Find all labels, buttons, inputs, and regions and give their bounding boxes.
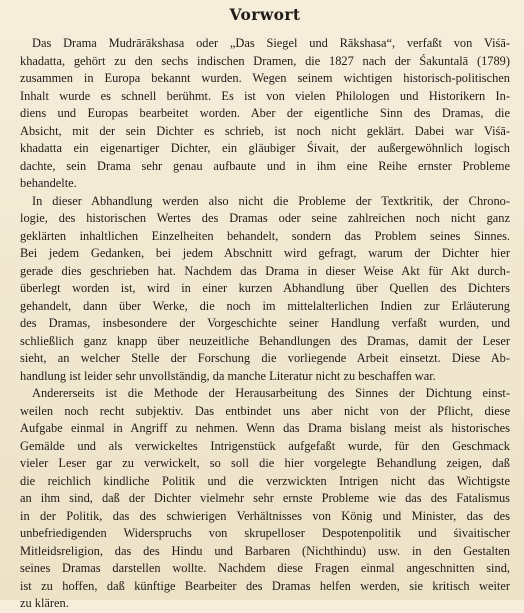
text-line: des Dramas, insbesondere der Vorgeschichte seiner Handlung verfaßt wurden, und bbox=[20, 316, 510, 330]
text-line: gerade dies geschrieben hat. Nachdem das Drama in dieser Weise Akt für Akt durch- bbox=[20, 263, 510, 278]
text-line: khadatta ein eigenartiger Dichter, ein gläubiger Śivait, der außergewöhnlich logisch bbox=[20, 141, 510, 155]
text-line: Aufgabe einmal in Angriff zu nehmen. Wenn das Drama bislang meist als historisches bbox=[20, 421, 510, 435]
text-line: geklärten inhaltlichen Einzelheiten behandelt, sondern das Problem seines Sinnes. bbox=[20, 228, 510, 243]
text-line: behandelte. bbox=[20, 176, 77, 190]
text-line: Mitleidsreligion, das des Hindu und Barbaren (Nichthindu) usw. in den Gestalten bbox=[20, 543, 510, 558]
text-line: logie, des historischen Wertes des Dramas oder seine zahlreichen noch nicht ganz bbox=[20, 211, 510, 225]
text-line: Bei jedem Gedanken, bei jedem Abschnitt wird gefragt, warum der Dichter hier bbox=[20, 246, 510, 260]
text-line: khadatta, gehört zu den sechs indischen Dramen, die 1827 nach der Śakuntalā (1789) bbox=[20, 53, 510, 68]
page-title: Vorwort bbox=[229, 5, 301, 24]
text-line: überlegt worden ist, wird in einer kurzen Abhandlung über Quellen des Dichters bbox=[20, 281, 510, 295]
text-line: Absicht, mit der sein Dichter es schrieb, ist noch nicht geklärt. Dabei war Viśā- bbox=[20, 123, 510, 138]
document-body bbox=[20, 35, 510, 613]
text-line: zu klären. bbox=[20, 596, 69, 610]
text-line: zusammen in Europa bekannt wurden. Wegen seinem wichtigen historisch-politischen bbox=[20, 71, 510, 85]
text-line: vieler Leser gar zu verwickelt, so soll die hier vorgelegte Behandlung zeigen, daß bbox=[20, 456, 510, 470]
paragraph bbox=[20, 385, 510, 613]
text-line: In dieser Abhandlung werden also nicht die Probleme der Textkritik, der Chrono- bbox=[32, 193, 510, 208]
text-line: die reichlich kindliche Politik und die verzwickten Intrigen nicht das Wichtigste bbox=[20, 473, 510, 488]
text-line: seines Dramas darstellen wollte. Nachdem diese Fragen einmal angeschnitten sind, bbox=[20, 561, 510, 575]
text-line: dachte, sein Drama sehr genau aufbaute und in ihm eine Reihe ernster Probleme bbox=[20, 158, 510, 173]
text-line: weilen noch recht subjektiv. Das entbindet uns aber nicht von der Pflicht, diese bbox=[20, 403, 510, 418]
text-line: unbefriedigenden Widerspruchs von skrupelloser Despotenpolitik und śivaitischer bbox=[20, 526, 510, 540]
text-line: sieht, an welcher Stelle der Forschung die vorliegende Arbeit einsetzt. Diese Ab- bbox=[20, 351, 510, 365]
text-line: diens und Europas bearbeitet worden. Aber der eigentliche Sinn des Dramas, die bbox=[20, 106, 510, 120]
text-line: an ihm sind, daß der Dichter vielmehr sehr ernste Probleme wie das des Fatalismus bbox=[20, 491, 510, 505]
text-line: Inhalt wurde es schnell berühmt. Es ist von vielen Philologen und Historikern In- bbox=[20, 88, 510, 103]
text-line: Das Drama Mudrārākshasa oder „Das Siegel und Rākshasa“, verfaßt von Viśā- bbox=[32, 36, 510, 50]
text-line: Andererseits ist die Methode der Herausarbeitung des Sinnes der Dichtung einst- bbox=[32, 386, 510, 400]
text-line: gehandelt, dann über Werke, die noch im mittelalterlichen Indien zur Erläuterung bbox=[20, 298, 510, 313]
text-line: handlung ist leider sehr unvollständig, da manche Literatur nicht zu beschaffen war. bbox=[20, 368, 436, 383]
text-line: in der Politik, das des schwierigen Verhältnisses von König und Minister, das des bbox=[20, 508, 510, 523]
paragraph bbox=[20, 193, 510, 386]
text-line: schließlich ganz knapp über neuzeitliche Behandlungen des Dramas, damit der Leser bbox=[20, 333, 510, 348]
text-line: Gemälde und als verwickeltes Intrigenstück aufgefaßt wurde, für den Geschmack bbox=[20, 438, 510, 453]
text-line: ist zu hoffen, daß künftige Bearbeiter des Dramas helfen werden, sie kritisch weiter bbox=[20, 578, 510, 593]
paragraph bbox=[20, 35, 510, 193]
